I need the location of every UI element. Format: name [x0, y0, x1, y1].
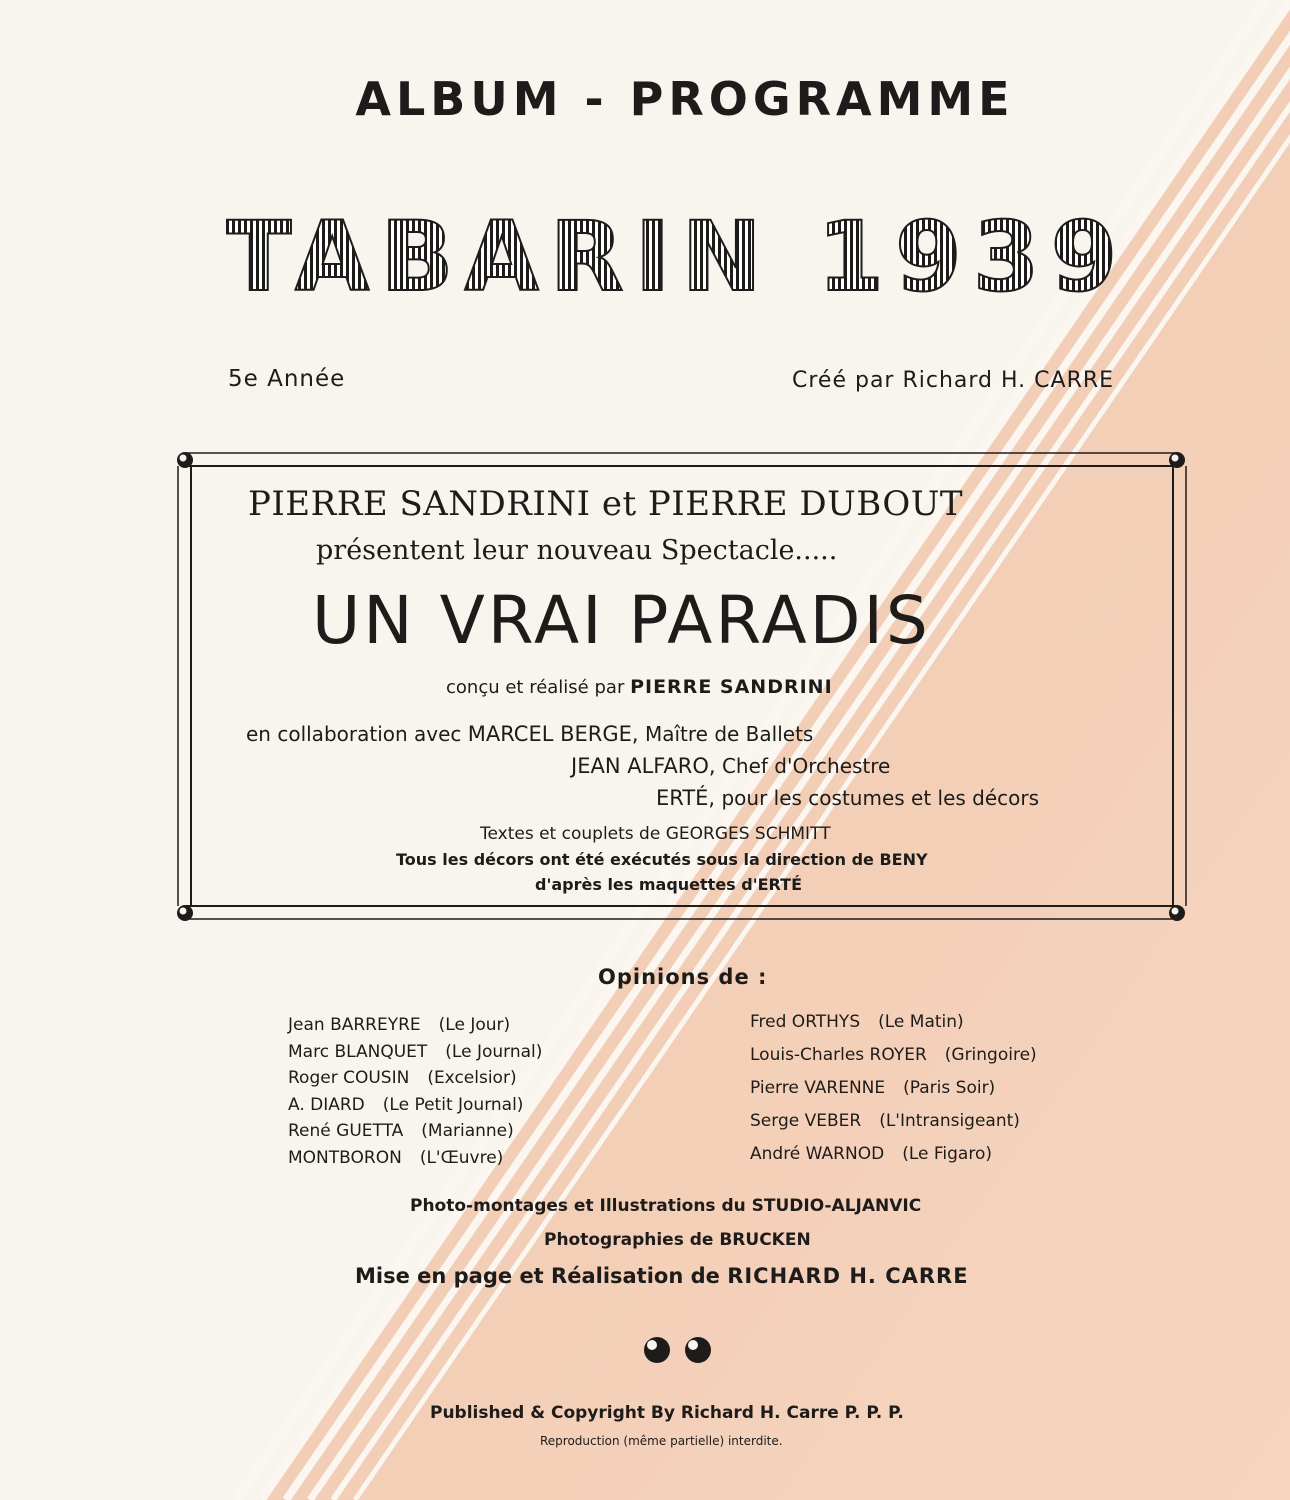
newspaper: (Le Journal) [445, 1041, 543, 1062]
presentent-line: présentent leur nouveau Spectacle..... [316, 535, 838, 566]
list-item [288, 1145, 542, 1172]
photographies-credit: Photographies de BRUCKEN [544, 1230, 811, 1250]
list-item [750, 1045, 1037, 1078]
mise-label: Mise en page et Réalisation de [355, 1264, 720, 1288]
critic-name: Louis-Charles ROYER [750, 1045, 927, 1065]
collaborator-name: JEAN ALFARO, [571, 754, 716, 778]
collaborator-role: Maître de Ballets [644, 722, 814, 746]
edition-label: 5e Année [228, 366, 346, 392]
list-item [750, 1078, 1037, 1111]
list-item [750, 1111, 1037, 1144]
double-dot-ornament [640, 1334, 720, 1368]
newspaper: (Le Petit Journal) [382, 1094, 524, 1115]
list-item [288, 1092, 542, 1119]
collaboration-line-1 [246, 722, 813, 746]
critic-name: Fred ORTHYS [750, 1012, 861, 1032]
newspaper: (Gringoire) [944, 1045, 1037, 1065]
newspaper: (Marianne) [421, 1121, 514, 1141]
newspaper: (Le Figaro) [902, 1144, 992, 1164]
album-programme-heading: ALBUM - PROGRAMME [355, 72, 1015, 126]
critic-name: Marc BLANQUET [288, 1041, 428, 1062]
list-item [288, 1012, 542, 1039]
show-title: UN VRAI PARADIS [312, 582, 931, 659]
critic-name: Pierre VARENNE [750, 1078, 886, 1098]
list-item [288, 1039, 542, 1066]
newspaper: (Excelsior) [427, 1068, 517, 1088]
created-by-name: Richard H. CARRE [902, 368, 1115, 393]
reproduction-notice: Reproduction (même partielle) interdite. [540, 1434, 783, 1448]
newspaper: (L'Œuvre) [419, 1147, 504, 1168]
collab-prefix: en collaboration avec [246, 722, 462, 746]
newspaper: (Paris Soir) [903, 1078, 996, 1098]
concu-label: conçu et réalisé par [446, 677, 625, 698]
collaboration-line-2 [571, 754, 890, 778]
newspaper: (Le Jour) [438, 1015, 511, 1035]
concu-name: PIERRE SANDRINI [630, 676, 833, 698]
photomontages-credit: Photo-montages et Illustrations du STUDIO-ALJANVIC [410, 1196, 922, 1216]
title-text: TABARIN 1939 [226, 208, 1129, 298]
list-item [750, 1144, 1037, 1177]
collaborator-name: ERTÉ, [656, 786, 716, 810]
critic-name: MONTBORON [288, 1147, 402, 1168]
opinions-right-column [750, 1012, 1037, 1177]
mise-name: RICHARD H. CARRE [727, 1264, 969, 1288]
collaborator-role: pour les costumes et les décors [721, 786, 1040, 810]
critic-name: René GUETTA [288, 1121, 404, 1141]
list-item [288, 1118, 542, 1145]
critic-name: Roger COUSIN [288, 1068, 410, 1088]
copyright-line: Published & Copyright By Richard H. Carre P. P. P. [430, 1403, 904, 1423]
list-item [288, 1065, 542, 1092]
list-item [750, 1012, 1037, 1045]
collaborator-name: MARCEL BERGE, [467, 722, 639, 746]
critic-name: Serge VEBER [750, 1111, 862, 1131]
decors-line-2: d'après les maquettes d'ERTÉ [535, 875, 802, 894]
opinions-left-column [288, 1012, 542, 1171]
textes-line: Textes et couplets de GEORGES SCHMITT [480, 824, 831, 844]
creator-line [792, 368, 1114, 393]
created-by-label: Créé par [792, 368, 895, 393]
critic-name: A. DIARD [288, 1094, 365, 1115]
concu-line [446, 676, 833, 698]
collaboration-line-3 [656, 786, 1039, 810]
collaborator-role: Chef d'Orchestre [721, 754, 891, 778]
critic-name: Jean BARREYRE [288, 1015, 421, 1035]
presenters-line: PIERRE SANDRINI et PIERRE DUBOUT [248, 484, 964, 524]
critic-name: André WARNOD [750, 1144, 885, 1164]
title-tabarin-1939 [226, 208, 1146, 298]
mise-en-page-credit [355, 1264, 969, 1288]
decors-line-1: Tous les décors ont été exécutés sous la direction de BENY [396, 850, 928, 869]
newspaper: (Le Matin) [878, 1012, 964, 1032]
opinions-heading: Opinions de : [598, 965, 768, 989]
newspaper: (L'Intransigeant) [879, 1111, 1020, 1131]
